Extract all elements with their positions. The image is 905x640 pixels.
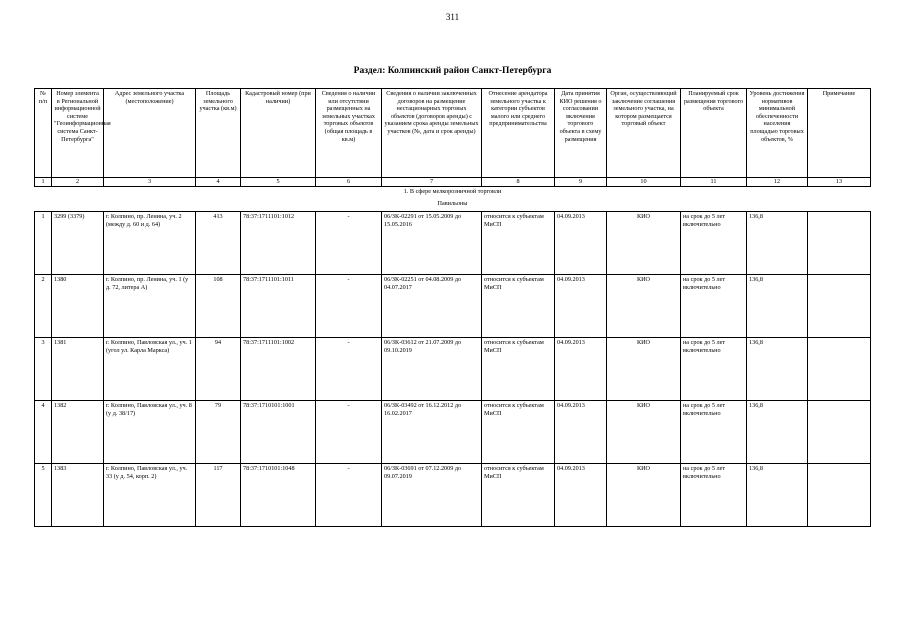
- table-cell: 136,8: [747, 212, 808, 275]
- table-cell: 78:37:1711101:1012: [241, 212, 316, 275]
- page-number: 311: [445, 12, 460, 22]
- column-number: 12: [747, 178, 808, 187]
- table-cell: 04.09.2013: [555, 212, 607, 275]
- table-cell: -: [316, 338, 382, 401]
- header-cell: Примечание: [808, 89, 871, 178]
- column-number: 3: [104, 178, 196, 187]
- table-cell: на срок до 5 лет включительно: [681, 338, 747, 401]
- section-heading: 1. В сфере мелкорозничной торговли: [403, 188, 502, 195]
- table-cell: 136,8: [747, 275, 808, 338]
- table-cell: -: [316, 464, 382, 527]
- table-cell: на срок до 5 лет включительно: [681, 275, 747, 338]
- table-cell: 78:37:1710101:1001: [241, 401, 316, 464]
- header-cell: Дата принятия КИО решения о согласовании включения торгового объекта в схему размещения: [555, 89, 607, 178]
- table-cell: относится к субъектам МиСП: [482, 338, 555, 401]
- column-number: 8: [482, 178, 555, 187]
- table-cell: 2: [35, 275, 52, 338]
- table-cell: относится к субъектам МиСП: [482, 275, 555, 338]
- table-cell: 117: [196, 464, 241, 527]
- table-cell: на срок до 5 лет включительно: [681, 401, 747, 464]
- header-cell: Кадастровый номер (при наличии): [241, 89, 316, 178]
- header-cell: Сведения о наличии или отсутствии размещенных на земельных участках торговых объектов (общая площадь в кв.м): [316, 89, 382, 178]
- table-cell: КИО: [607, 401, 681, 464]
- table-cell: 5: [35, 464, 52, 527]
- table-cell: 108: [196, 275, 241, 338]
- table-cell: 1382: [52, 401, 104, 464]
- column-number: 2: [52, 178, 104, 187]
- column-number: 4: [196, 178, 241, 187]
- table-cell: [808, 464, 871, 527]
- table-cell: КИО: [607, 275, 681, 338]
- column-number-row: [35, 178, 871, 187]
- header-cell: Отнесение арендатора земельного участка к категории субъектов малого или среднего предпринимательства: [482, 89, 555, 178]
- table-cell: 413: [196, 212, 241, 275]
- table-cell: 04.09.2013: [555, 464, 607, 527]
- table-cell: 1: [35, 212, 52, 275]
- table-cell: 94: [196, 338, 241, 401]
- table-cell: 04.09.2013: [555, 275, 607, 338]
- table-cell: 1383: [52, 464, 104, 527]
- table-cell: 3299 (3379): [52, 212, 104, 275]
- header-cell: Сведения о наличии заключенных договоров на размещение нестационарных торговых объектов (договоров аренды) с указанием срока аренды земельных участков (№, дата и срок аренды): [382, 89, 482, 178]
- table-cell: 78:37:1711101:1011: [241, 275, 316, 338]
- column-number: 7: [382, 178, 482, 187]
- table-cell: 4: [35, 401, 52, 464]
- table-cell: г. Колпино, пр. Ленина, уч. 1 (у д. 72, литера А): [104, 275, 196, 338]
- table-cell: относится к субъектам МиСП: [482, 401, 555, 464]
- table-cell: 06/ЗК-02251 от 04.08.2009 до 04.07.2017: [382, 275, 482, 338]
- subsection-row: [35, 199, 871, 212]
- header-cell: Площадь земельного участка (кв.м): [196, 89, 241, 178]
- page-title: Раздел: Колпинский район Санкт-Петербурга: [353, 66, 552, 76]
- header-cell: Орган, осуществляющий заключение соглашения земельного участка, на котором размещается торговый объект: [607, 89, 681, 178]
- table-cell: КИО: [607, 212, 681, 275]
- header-cell: Номер элемента в Региональной информационной системе "Геоинформационная система Санкт-Петербурга": [52, 89, 104, 178]
- column-number: 9: [555, 178, 607, 187]
- header-cell: № п/п: [35, 89, 52, 178]
- table-cell: КИО: [607, 464, 681, 527]
- table-cell: 136,8: [747, 401, 808, 464]
- table-row: [35, 275, 871, 338]
- table-cell: 04.09.2013: [555, 338, 607, 401]
- table-cell: КИО: [607, 338, 681, 401]
- table-cell: 06/ЗК-03612 от 21.07.2009 до 09.10.2019: [382, 338, 482, 401]
- table-cell: 04.09.2013: [555, 401, 607, 464]
- column-number: 13: [808, 178, 871, 187]
- table-cell: относится к субъектам МиСП: [482, 464, 555, 527]
- table-cell: 3: [35, 338, 52, 401]
- section-row: [35, 187, 871, 200]
- subsection-heading: Павильоны: [437, 200, 468, 207]
- column-number: 6: [316, 178, 382, 187]
- table-cell: -: [316, 275, 382, 338]
- table-cell: г. Колпино, пр. Ленина, уч. 2 (между д. 60 и д. 64): [104, 212, 196, 275]
- table-cell: [808, 338, 871, 401]
- header-cell: Уровень достижения нормативов минимальной обеспеченности населения площадью торговых объектов, %: [747, 89, 808, 178]
- table-cell: относится к субъектам МиСП: [482, 212, 555, 275]
- table-cell: 1380: [52, 275, 104, 338]
- table-cell: 136,8: [747, 338, 808, 401]
- table-cell: [808, 401, 871, 464]
- table-cell: 06/ЗК-03691 от 07.12.2009 до 09.07.2019: [382, 464, 482, 527]
- table-cell: 78:37:1710101:1048: [241, 464, 316, 527]
- table-cell: г. Колпино, Павловская ул., уч. 8 (у д. 38/17): [104, 401, 196, 464]
- column-number: 5: [241, 178, 316, 187]
- table-row: [35, 338, 871, 401]
- table-cell: 78:37:1711101:1002: [241, 338, 316, 401]
- table-cell: 79: [196, 401, 241, 464]
- header-row: [35, 89, 871, 178]
- column-number: 1: [35, 178, 52, 187]
- column-number: 11: [681, 178, 747, 187]
- table-cell: 06/ЗК-02291 от 15.05.2009 до 15.05.2016: [382, 212, 482, 275]
- column-number: 10: [607, 178, 681, 187]
- table-cell: г. Колпино, Павловская ул., уч. 33 (у д. 54, корп. 2): [104, 464, 196, 527]
- table-cell: 136,8: [747, 464, 808, 527]
- table-cell: [808, 212, 871, 275]
- header-cell: Адрес земельного участка (местоположение): [104, 89, 196, 178]
- table-cell: [808, 275, 871, 338]
- table-cell: г. Колпино, Павловская ул., уч. 1 (угол ул. Карла Маркса): [104, 338, 196, 401]
- table-cell: на срок до 5 лет включительно: [681, 212, 747, 275]
- table-row: [35, 464, 871, 527]
- table-cell: -: [316, 401, 382, 464]
- register-table: [34, 88, 871, 527]
- table-cell: на срок до 5 лет включительно: [681, 464, 747, 527]
- table-row: [35, 212, 871, 275]
- header-cell: Планируемый срок размещения торгового объекта: [681, 89, 747, 178]
- table-cell: 1381: [52, 338, 104, 401]
- table-cell: 06/ЗК-03492 от 16.12.2012 до 16.02.2017: [382, 401, 482, 464]
- table-row: [35, 401, 871, 464]
- table-cell: -: [316, 212, 382, 275]
